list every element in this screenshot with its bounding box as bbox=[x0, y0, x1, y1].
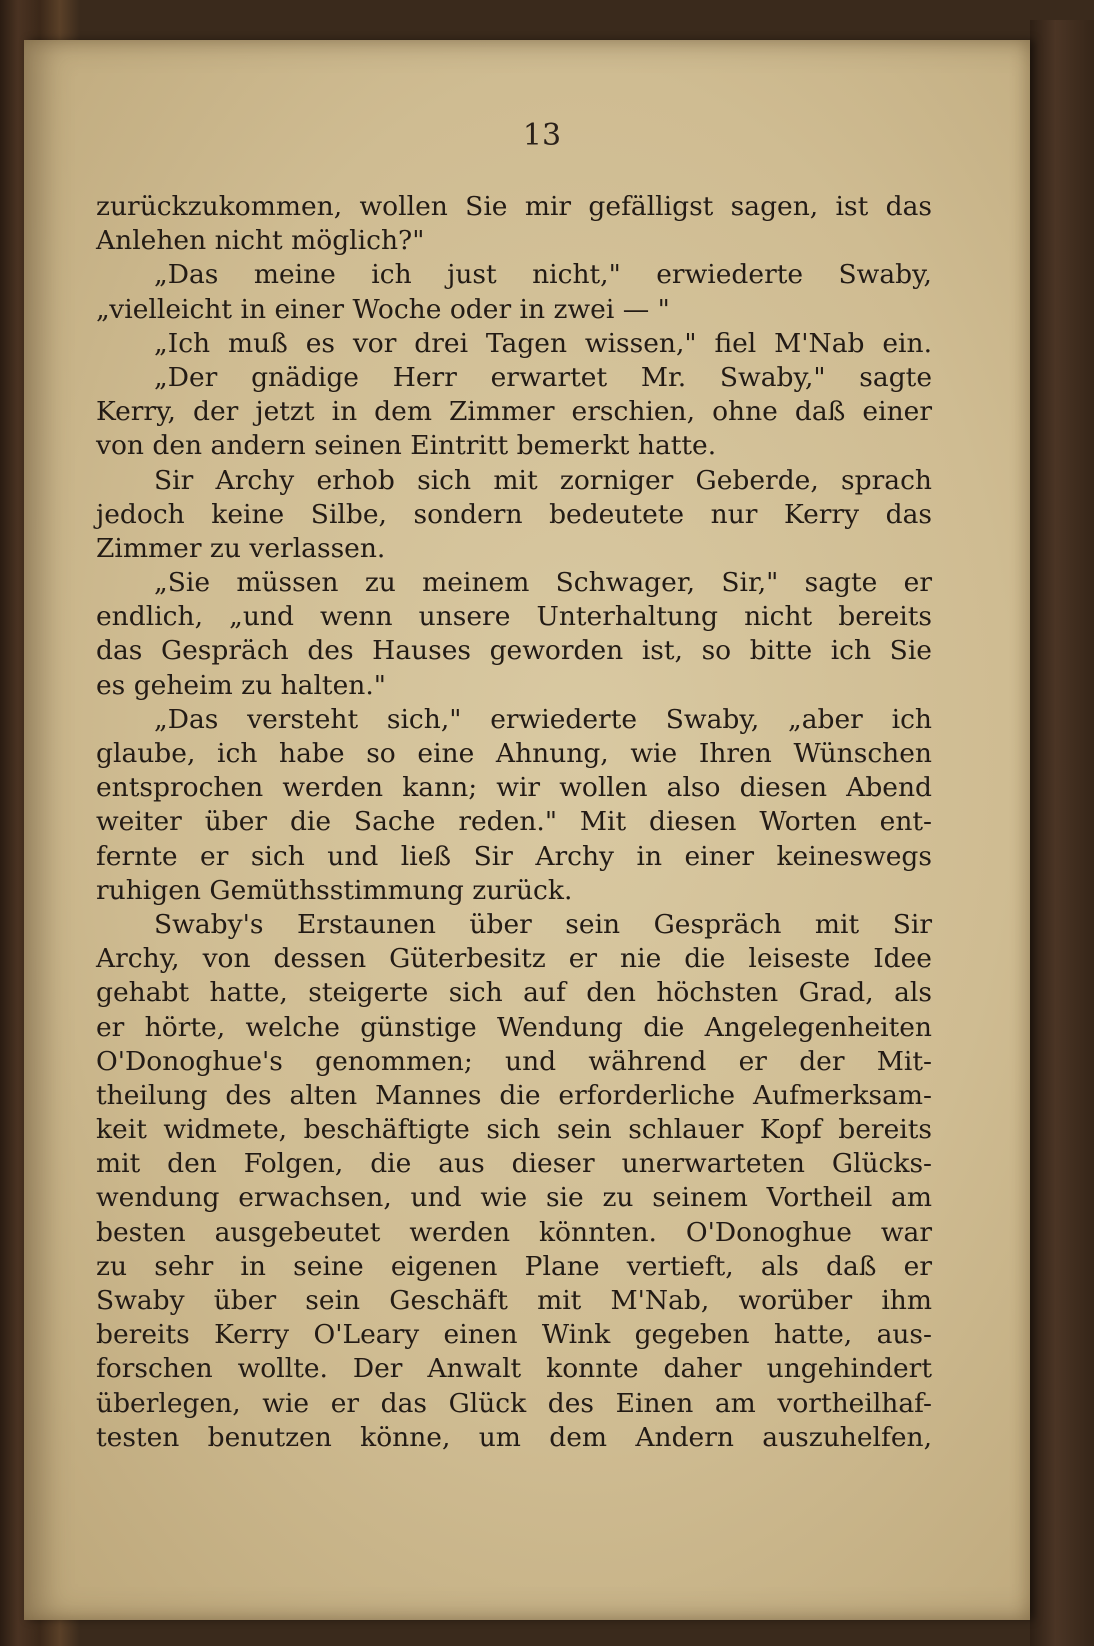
text-line: „vielleicht in einer Woche oder in zwei — " bbox=[96, 293, 670, 325]
text-line: von den andern seinen Eintritt bemerkt hatte. bbox=[96, 430, 717, 462]
text-line: mit den Folgen, die aus dieser unerwarteten Glücks- bbox=[96, 1148, 932, 1180]
text-line: es geheim zu halten." bbox=[96, 669, 386, 701]
text-line: zurückzukommen, wollen Sie mir gefälligst sagen, ist das bbox=[96, 191, 932, 222]
text-line: zu sehr in seine eigenen Plane vertieft, als daß er bbox=[96, 1250, 932, 1282]
text-line: besten ausgebeutet werden könnten. O'Donoghue war bbox=[96, 1216, 932, 1248]
text-line: gehabt hatte, steigerte sich auf den höchsten Grad, als bbox=[96, 977, 932, 1009]
text-line: bereits Kerry O'Leary einen Wink gegeben hatte, aus- bbox=[96, 1319, 932, 1351]
text-line: glaube, ich habe so eine Ahnung, wie Ihren Wünschen bbox=[96, 738, 932, 769]
text-line: theilung des alten Mannes die erforderliche Aufmerksam- bbox=[96, 1079, 932, 1111]
text-line: O'Donoghue's genommen; und während er der Mit- bbox=[96, 1045, 932, 1077]
text-line: fernte er sich und ließ Sir Archy in einer keineswegs bbox=[96, 840, 932, 872]
page-number: 13 bbox=[522, 118, 562, 153]
text-line: „Ich muß es vor drei Tagen wissen," fiel M'Nab ein. bbox=[154, 327, 932, 359]
text-line: „Das versteht sich," erwiederte Swaby, „aber ich bbox=[154, 703, 932, 735]
text-line: Archy, von dessen Güterbesitz er nie die leiseste Idee bbox=[96, 943, 932, 975]
text-line: keit widmete, beschäftigte sich sein schlauer Kopf bereits bbox=[96, 1114, 932, 1146]
text-line: „Sie müssen zu meinem Schwager, Sir," sagte er bbox=[154, 567, 932, 599]
body-text bbox=[96, 190, 932, 1455]
book-cover-edge bbox=[1030, 20, 1094, 1646]
text-line: er hörte, welche günstige Wendung die Angelegenheiten bbox=[96, 1011, 932, 1043]
text-line: wendung erwachsen, und wie sie zu seinem Vortheil am bbox=[96, 1182, 932, 1214]
text-line: testen benutzen könne, um dem Andern auszuhelfen, bbox=[96, 1421, 932, 1453]
text-line: entsprochen werden kann; wir wollen also diesen Abend bbox=[96, 772, 932, 804]
text-line: das Gespräch des Hauses geworden ist, so bitte ich Sie bbox=[96, 635, 932, 667]
book-page bbox=[24, 40, 1030, 1620]
text-line: ruhigen Gemüthsstimmung zurück. bbox=[96, 874, 573, 906]
text-line: weiter über die Sache reden." Mit diesen Worten ent- bbox=[96, 806, 932, 838]
text-line: endlich, „und wenn unsere Unterhaltung nicht bereits bbox=[96, 601, 932, 633]
text-line: Anlehen nicht möglich?" bbox=[96, 225, 425, 257]
text-line: Kerry, der jetzt in dem Zimmer erschien, ohne daß einer bbox=[96, 396, 932, 428]
text-line: Sir Archy erhob sich mit zorniger Geberde, sprach bbox=[154, 464, 932, 496]
text-line: forschen wollte. Der Anwalt konnte daher ungehindert bbox=[96, 1353, 932, 1385]
text-line: Zimmer zu verlassen. bbox=[96, 532, 386, 564]
text-line: überlegen, wie er das Glück des Einen am vortheilhaf- bbox=[96, 1387, 932, 1419]
text-line: jedoch keine Silbe, sondern bedeutete nur Kerry das bbox=[96, 498, 932, 530]
text-line: „Das meine ich just nicht," erwiederte Swaby, bbox=[154, 259, 932, 291]
text-line: Swaby über sein Geschäft mit M'Nab, worüber ihm bbox=[96, 1285, 932, 1316]
text-line: Swaby's Erstaunen über sein Gespräch mit Sir bbox=[154, 908, 932, 940]
text-line: „Der gnädige Herr erwartet Mr. Swaby," sagte bbox=[154, 361, 932, 393]
